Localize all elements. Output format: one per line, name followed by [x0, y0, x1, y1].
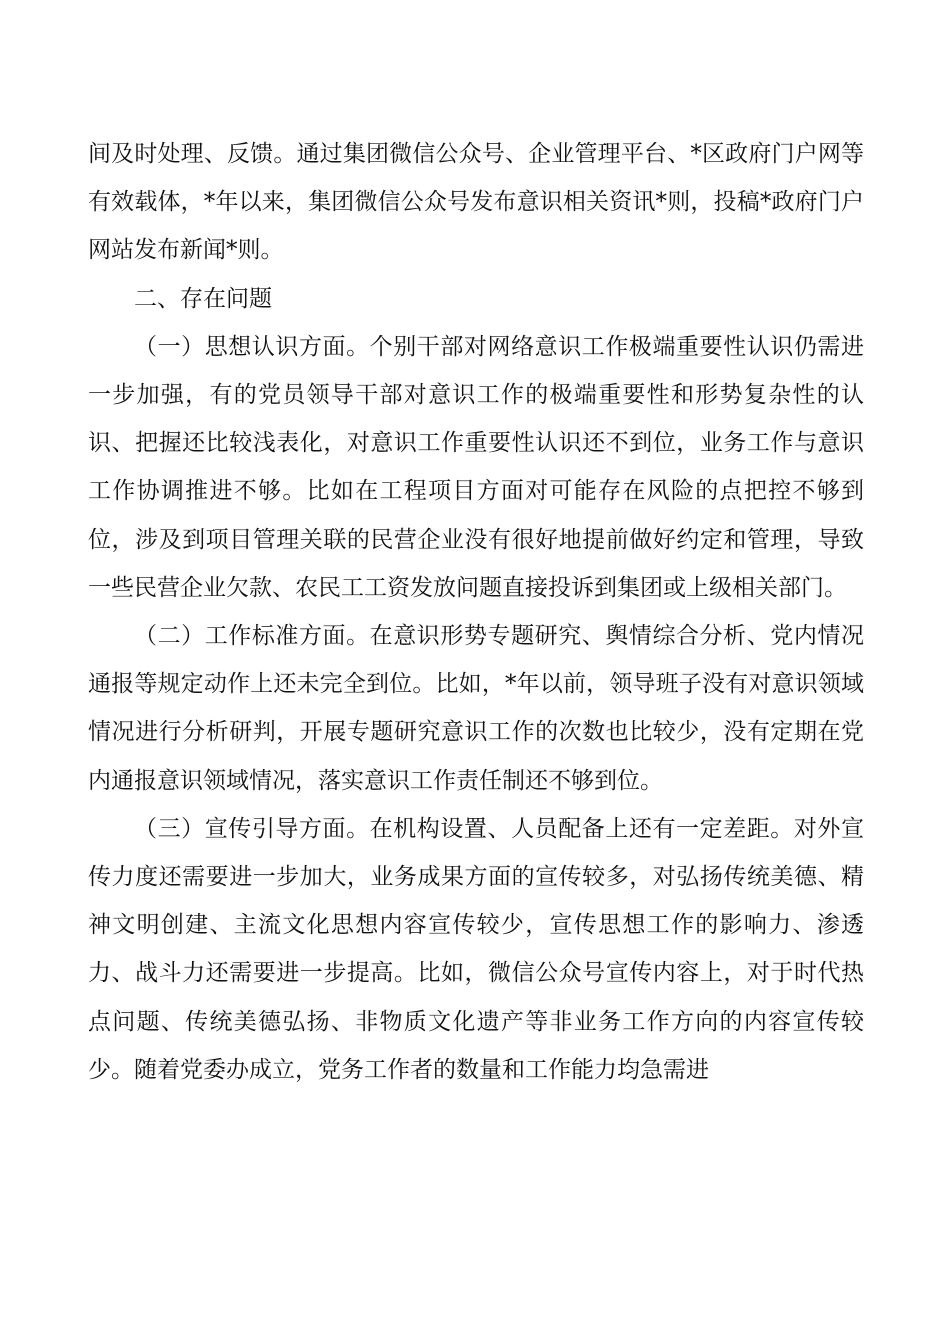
section-heading: 二、存在问题: [134, 285, 272, 312]
paragraph-thinking: （一）思想认识方面。个别干部对网络意识工作极端重要性认识仍需进一步加强，有的党员领导干部对意识工作的极端重要性和形势复杂性的认识、把握还比较浅表化，对意识工作重要性认识还不到位，业务工作与意识工作协调推进不够。比如在工程项目方面对可能存在风险的点把控不够到位，涉及到项目管理关联的民营企业没有很好地提前做好约定和管理，导致一些民营企业欠款、农民工工资发放问题直接投诉到集团或上级相关部门。: [88, 333, 864, 601]
document-body: [88, 130, 864, 1094]
paragraph-work-standards: （二）工作标准方面。在意识形势专题研究、舆情综合分析、党内情况通报等规定动作上还未完全到位。比如，*年以前，领导班子没有对意识领域情况进行分析研判，开展专题研究意识工作的次数也比较少，没有定期在党内通报意识领域情况，落实意识工作责任制还不够到位。: [88, 623, 864, 794]
paragraph-continuation: 间及时处理、反馈。通过集团微信公众号、企业管理平台、*区政府门户网等有效载体，*年以来，集团微信公众号发布意识相关资讯*则，投稿*政府门户网站发布新闻*则。: [88, 141, 864, 264]
paragraph-publicity: （三）宣传引导方面。在机构设置、人员配备上还有一定差距。对外宣传力度还需要进一步加大，业务成果方面的宣传较多，对弘扬传统美德、精神文明创建、主流文化思想内容宣传较少，宣传思想工作的影响力、渗透力、战斗力还需要进一步提高。比如，微信公众号宣传内容上，对于时代热点问题、传统美德弘扬、非物质文化遗产等非业务工作方向的内容宣传较少。随着党委办成立，党务工作者的数量和工作能力均急需进: [88, 815, 864, 1083]
